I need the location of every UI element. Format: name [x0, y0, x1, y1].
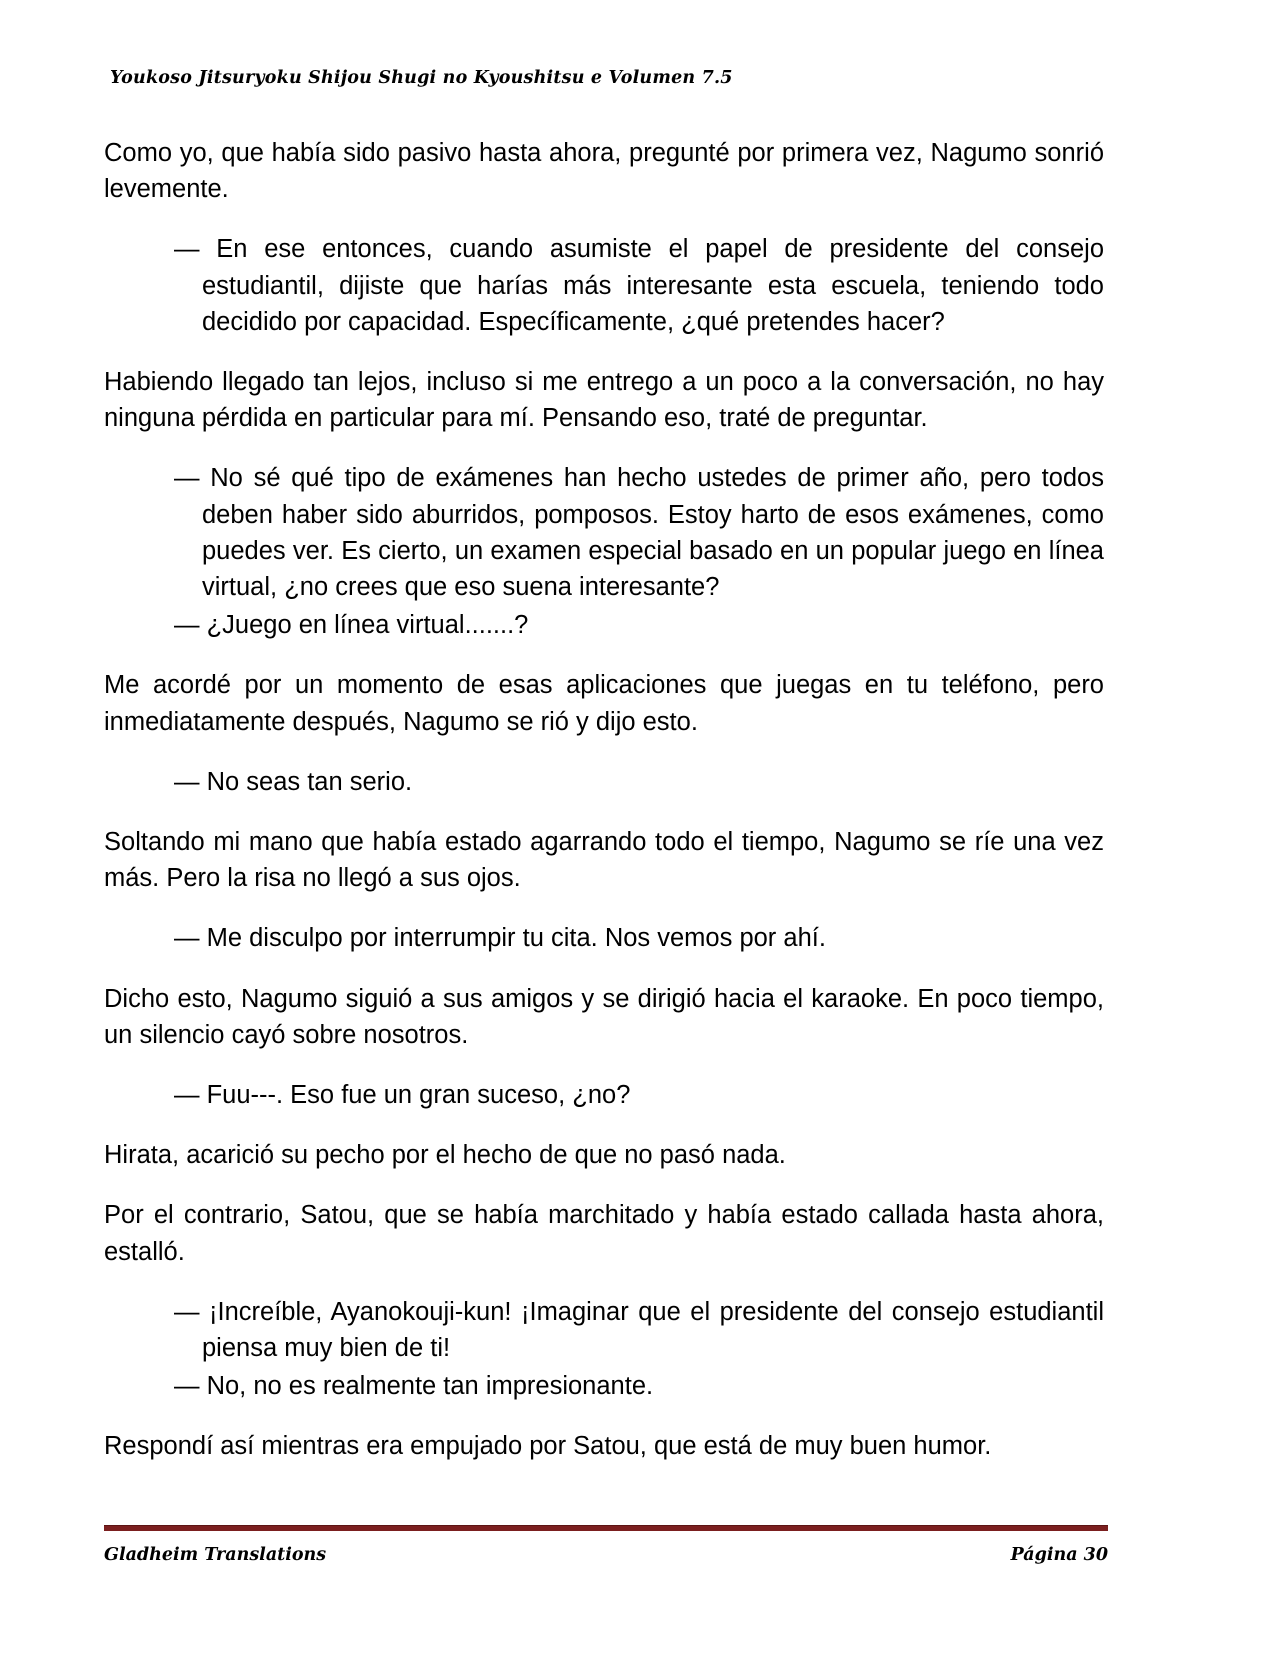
paragraph: Soltando mi mano que había estado agarrando todo el tiempo, Nagumo se ríe una vez más. Pero la risa no llegó a sus ojos. [104, 828, 1104, 893]
running-header: Youkoso Jitsuryoku Shijou Shugi no Kyoushitsu e Volumen 7.5 [110, 68, 733, 88]
paragraph: Por el contrario, Satou, que se había marchitado y había estado callada hasta ahora, estalló. [104, 1201, 1104, 1266]
dialogue-line: — Fuu---. Eso fue un gran suceso, ¿no? [174, 1081, 631, 1110]
dialogue-block [104, 764, 1104, 800]
footer-credit: Gladheim Translations [104, 1545, 327, 1565]
page-footer [104, 1545, 1108, 1565]
dialogue-line: — No sé qué tipo de exámenes han hecho ustedes de primer año, pero todos deben haber sido aburridos, pomposos. Estoy harto de esos exámenes, como puedes ver. Es cierto, un examen especial basado en un popular juego en línea virtual, ¿no crees que eso suena interesante? [174, 464, 1104, 602]
dialogue-line: — No seas tan serio. [174, 767, 413, 796]
paragraph: Habiendo llegado tan lejos, incluso si me entrego a un poco a la conversación, no hay ninguna pérdida en particular para mí. Pensando eso, traté de preguntar. [104, 368, 1104, 433]
dialogue-block [104, 460, 1104, 643]
footer-divider [104, 1525, 1108, 1531]
paragraph: Hirata, acarició su pecho por el hecho de que no pasó nada. [104, 1141, 786, 1170]
dialogue-line: — No, no es realmente tan impresionante. [174, 1372, 654, 1401]
page-content [104, 135, 1104, 1489]
dialogue-line: — En ese entonces, cuando asumiste el papel de presidente del consejo estudiantil, dijiste que harías más interesante esta escuela, teniendo todo decidido por capacidad. Específicamente, ¿qué pretendes hacer? [174, 235, 1104, 336]
dialogue-block [104, 1294, 1104, 1405]
paragraph: Respondí así mientras era empujado por Satou, que está de muy buen humor. [104, 1432, 992, 1461]
paragraph: Dicho esto, Nagumo siguió a sus amigos y se dirigió hacia el karaoke. En poco tiempo, un silencio cayó sobre nosotros. [104, 984, 1104, 1049]
paragraph: Me acordé por un momento de esas aplicaciones que juegas en tu teléfono, pero inmediatamente después, Nagumo se rió y dijo esto. [104, 671, 1104, 736]
dialogue-block [104, 1077, 1104, 1113]
dialogue-line: — Me disculpo por interrumpir tu cita. Nos vemos por ahí. [174, 924, 826, 953]
dialogue-block [104, 920, 1104, 956]
dialogue-line: — ¡Increíble, Ayanokouji-kun! ¡Imaginar que el presidente del consejo estudiantil piensa muy bien de ti! [174, 1297, 1104, 1363]
dialogue-line: — ¿Juego en línea virtual.......? [174, 611, 529, 640]
paragraph: Como yo, que había sido pasivo hasta ahora, pregunté por primera vez, Nagumo sonrió levemente. [104, 139, 1104, 204]
dialogue-block [104, 231, 1104, 340]
page-number: Página 30 [1010, 1545, 1108, 1565]
